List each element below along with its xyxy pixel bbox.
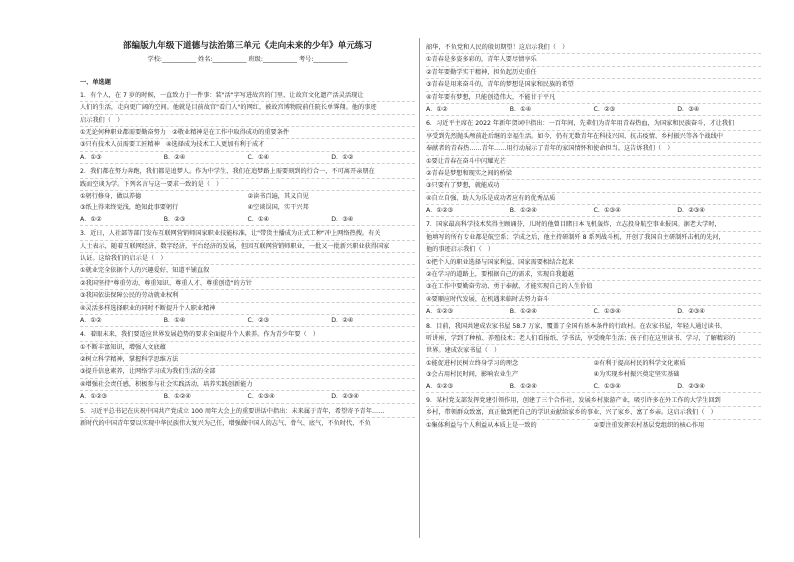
- school-field: 学校:___________: [147, 56, 197, 64]
- question-1: [80, 90, 415, 164]
- choice-a: A．①②③: [80, 393, 108, 401]
- section-heading: 一、单选题: [80, 78, 111, 86]
- option-row: [80, 191, 415, 202]
- question-text: 奉献者的青春热……青年……用行动展示了青年的家国情怀和使命担当。这告诉我们（ ）: [426, 143, 761, 155]
- choice-b: B．①②④: [509, 207, 537, 215]
- option-line: ③在工作中要勤奋劳动、勇于奉献，才能实现自己的人生价值: [426, 281, 761, 293]
- option-item: ①躬行修身，做以养德: [80, 192, 142, 200]
- student-info-line: [80, 57, 415, 63]
- answer-choices: [80, 391, 415, 403]
- choice-b: B．②④: [163, 153, 186, 161]
- question-7: [426, 219, 761, 318]
- answer-choices: [80, 315, 415, 327]
- question-text: 他的事迹启示我们（ ）: [426, 244, 761, 256]
- option-line: ③青春是用来奋斗的，青年的梦想是国家和民族的希望: [426, 79, 761, 91]
- option-row: [426, 369, 761, 380]
- question-text: 4．着眼未来，我们要适应世界发展趋势的要求全面提升个人素养。作为青少年要（ ）: [80, 329, 415, 341]
- question-text: 9．某村党支部发挥党建引领作用，创建了三个合作社，发展乡村旅游产业，吸引许多在外工作的大学生回到: [426, 395, 761, 407]
- option-line: ②在学习的道路上，要根据自己的需求，实现自我超越: [426, 269, 761, 281]
- question-text: 3．近日，人社部等部门发布互联网营销师国家职业技能标准，让"带货主播成为正式工种"冲上网络热搜。有关: [80, 228, 415, 240]
- option-line: ②树立科学精神，掌握科学思维方法: [80, 354, 415, 366]
- answer-choices: [426, 381, 761, 393]
- choice-d: D．②③④: [331, 393, 359, 401]
- choice-c: C．②③: [247, 316, 270, 324]
- question-text: 乡村，带领群众致富，真正做到把自己的学识贡献给家乡的事业，兴了家乡、富了乡亲。这启示我们（ ）: [426, 407, 761, 419]
- question-text: 世界。建成农家书屋（ ）: [426, 345, 761, 357]
- choice-b: B．①②④: [509, 382, 537, 390]
- question-5-start: [80, 406, 415, 430]
- option-line: ①把个人的职业选择与国家利益、国家需要相结合起来: [426, 257, 761, 269]
- question-text: 听讲座，学到了种植、养殖技术；老人们看报纸、学书法，享受晚年生活；孩子们在这里读书、学习，了解精彩的: [426, 333, 761, 345]
- option-line: ③我国依法保障公民的劳动就业权利: [80, 290, 415, 302]
- option-item: ③纸上得来终觉浅，绝知此事要躬行: [80, 204, 179, 212]
- question-3: [80, 228, 415, 327]
- question-5-continued: [426, 42, 761, 116]
- choice-b: B．①④: [509, 105, 532, 113]
- question-text: 践而空谈为学。下列名言与这一要求一致的是（ ）: [80, 179, 415, 191]
- choice-c: C．②③: [593, 105, 616, 113]
- option-line: ①要让青春在奋斗中闪耀光芒: [426, 156, 761, 168]
- question-text: 认证。这给我们的启示是（ ）: [80, 253, 415, 265]
- answer-choices: [426, 306, 761, 318]
- question-2: [80, 166, 415, 226]
- choice-d: D．②③④: [677, 308, 705, 316]
- choice-b: B．①④: [163, 316, 186, 324]
- choice-d: D．②③④: [677, 382, 705, 390]
- choice-c: C．①③④: [593, 308, 621, 316]
- option-line: ④自立自强、助人为乐是成功者应有的优秀品质: [426, 193, 761, 205]
- option-item: ②要注重发挥农村基层党组织的核心作用: [593, 421, 705, 429]
- option-line: ②我国坚持"尊重劳动、尊重知识、尊重人才、尊重创造"的方针: [80, 278, 415, 290]
- choice-a: A．①②: [426, 105, 448, 113]
- question-text: 1．有个人，在 7 岁的时候，一直致力于一件事：装"活"字写进故宫的门里，让故宫文化遗产活灵活现让: [80, 90, 415, 102]
- question-text: 人士表示，随着互联网经济、数字经济，平台经济的发展，但因互联网营销师职业，一批又一批新兴职业获得国家: [80, 241, 415, 253]
- option-line: ②青年要勤学实干精神，担负起历史重任: [426, 67, 761, 79]
- question-text: 韶华，不负党和人民的殷切期望！这启示我们（ ）: [426, 42, 761, 54]
- column-divider: [419, 38, 420, 538]
- option-item: ②有利于提高村民的科学文化素质: [593, 359, 686, 367]
- question-text: 8．目前，我国共建成农家书屋 58.7 万家，覆盖了全国有基本条件的行政村。在农家书屋，年轻人通过读书、: [426, 321, 761, 333]
- option-line: ③只要有了梦想，就能成功: [426, 180, 761, 192]
- option-item: ③会占用村民时间，影响农业生产: [426, 371, 519, 379]
- choice-b: B．②③: [163, 215, 186, 223]
- right-column: [426, 0, 761, 562]
- option-row: [426, 358, 761, 369]
- choice-a: A．①②③: [426, 308, 454, 316]
- choice-a: A．①②③: [426, 382, 454, 390]
- option-line: ④灵活多样选择职业的同时不断提升个人职业精神: [80, 303, 415, 315]
- choice-c: C．①③④: [593, 382, 621, 390]
- question-6: [426, 118, 761, 217]
- question-text: 6．习近平主席在 2022 年新年贺词中指出：一百年间，先辈们为青年用青春热血，为国家和民族奋斗，才让我们: [426, 118, 761, 130]
- question-text: 启示我们（ ）: [80, 115, 415, 127]
- choice-c: C．①④: [247, 153, 270, 161]
- option-item: ①集体利益与个人利益从本质上是一致的: [426, 421, 537, 429]
- option-item: ②读书百遍，其义自见: [247, 192, 309, 200]
- option-line: ④要顺应时代发展，在机遇来临时去努力奋斗: [426, 294, 761, 306]
- option-line: ③提升信息素养，让网络学习成为我们生活的全部: [80, 366, 415, 378]
- question-text: 2．我们都在努力奔跑，我们都是追梦人。作为中学生，我们在追梦路上需要刻到的行合一，不可离开亲朋在: [80, 166, 415, 178]
- choice-a: A．①②: [80, 316, 102, 324]
- name-field: 姓名:___________: [198, 56, 247, 64]
- option-item: ①能促进村民树立终身学习的理念: [426, 359, 519, 367]
- question-text: 人们的生活，走向更广阔的空间。他就是目前故宫"看门人"的网红，被故宫博物院前任院长单霁翔。他的事迹: [80, 102, 415, 114]
- option-item: ④空谈误国，实干兴邦: [247, 204, 309, 212]
- left-column: [80, 0, 415, 562]
- option-line: ①无论何种职业都需要勤奋努力 ②敬业精神是在工作中取得成功的重要条件: [80, 127, 415, 139]
- choice-c: C．①④: [247, 215, 270, 223]
- option-line: ③只有技术人员需要工匠精神 ④选择成为技术工人更加有利于成才: [80, 139, 415, 151]
- choice-d: D．③④: [677, 105, 700, 113]
- choice-a: A．①③: [80, 153, 102, 161]
- exam-no-field: 考号:___________: [298, 56, 348, 64]
- document-title: 部编版九年级下道德与法治第三单元《走向未来的少年》单元练习: [122, 41, 373, 51]
- option-line: ①青春是多姿多彩的，青年人要尽情享乐: [426, 54, 761, 66]
- choice-c: C．①③④: [593, 207, 621, 215]
- answer-choices: [426, 104, 761, 116]
- choice-d: D．①②: [331, 153, 354, 161]
- question-9: [426, 395, 761, 431]
- option-row: [80, 202, 415, 213]
- option-line: ④青年要有梦想，只能创造伟大，不能甘于平凡: [426, 92, 761, 104]
- question-4: [80, 329, 415, 403]
- choice-a: A．①②: [80, 215, 102, 223]
- choice-b: B．①②④: [509, 308, 537, 316]
- answer-choices: [80, 152, 415, 164]
- choice-d: D．②③④: [677, 207, 705, 215]
- question-text: 享受到先烈抛头颅前赴后继的幸福生活。如今，仍有无数青年在科技兴国、抗击疫情、乡村振兴等各个战线中: [426, 131, 761, 143]
- option-line: ②青春是梦想和现实之间的桥梁: [426, 168, 761, 180]
- choice-c: C．①③④: [247, 393, 275, 401]
- option-row: [426, 420, 761, 431]
- answer-choices: [80, 214, 415, 226]
- question-text: 他填写的所有专业都是航空系；学成之后，他主持研制歼 8 系列战斗机，开创了我国自主研制歼击机的先河，: [426, 232, 761, 244]
- question-text: 5．习近平总书记在庆祝中国共产党成立 100 周年大会上的重要讲话中指出：未来属于青年，希望寄予青年……: [80, 406, 415, 418]
- choice-b: B．①②④: [163, 393, 191, 401]
- option-line: ①不断丰富知识，增强人文底蕴: [80, 342, 415, 354]
- class-field: 班级:___________: [248, 56, 297, 64]
- question-text: 7．国家最高科学技术奖得主顾诵芬，儿时的他曾目睹日本飞机轰炸，立志投身航空事业报国。据老大学时，: [426, 219, 761, 231]
- question-text: 新时代的中国青年要以实现中华民族伟大复兴为己任，增强做中国人的志气、骨气、底气，不负时代，不负: [80, 420, 371, 428]
- choice-d: D．②④: [331, 316, 354, 324]
- choice-d: D．③④: [331, 215, 354, 223]
- choice-a: A．①②③: [426, 207, 454, 215]
- option-line: ①就业完全依据个人的兴趣爱好，知道平铺直叙: [80, 265, 415, 277]
- option-line: ④增强社会责任感，积极参与社会实践活动，培养实践创新能力: [80, 379, 415, 391]
- answer-choices: [426, 205, 761, 217]
- option-item: ④为实现乡村振兴奠定坚实基础: [593, 371, 680, 379]
- question-8: [426, 321, 761, 393]
